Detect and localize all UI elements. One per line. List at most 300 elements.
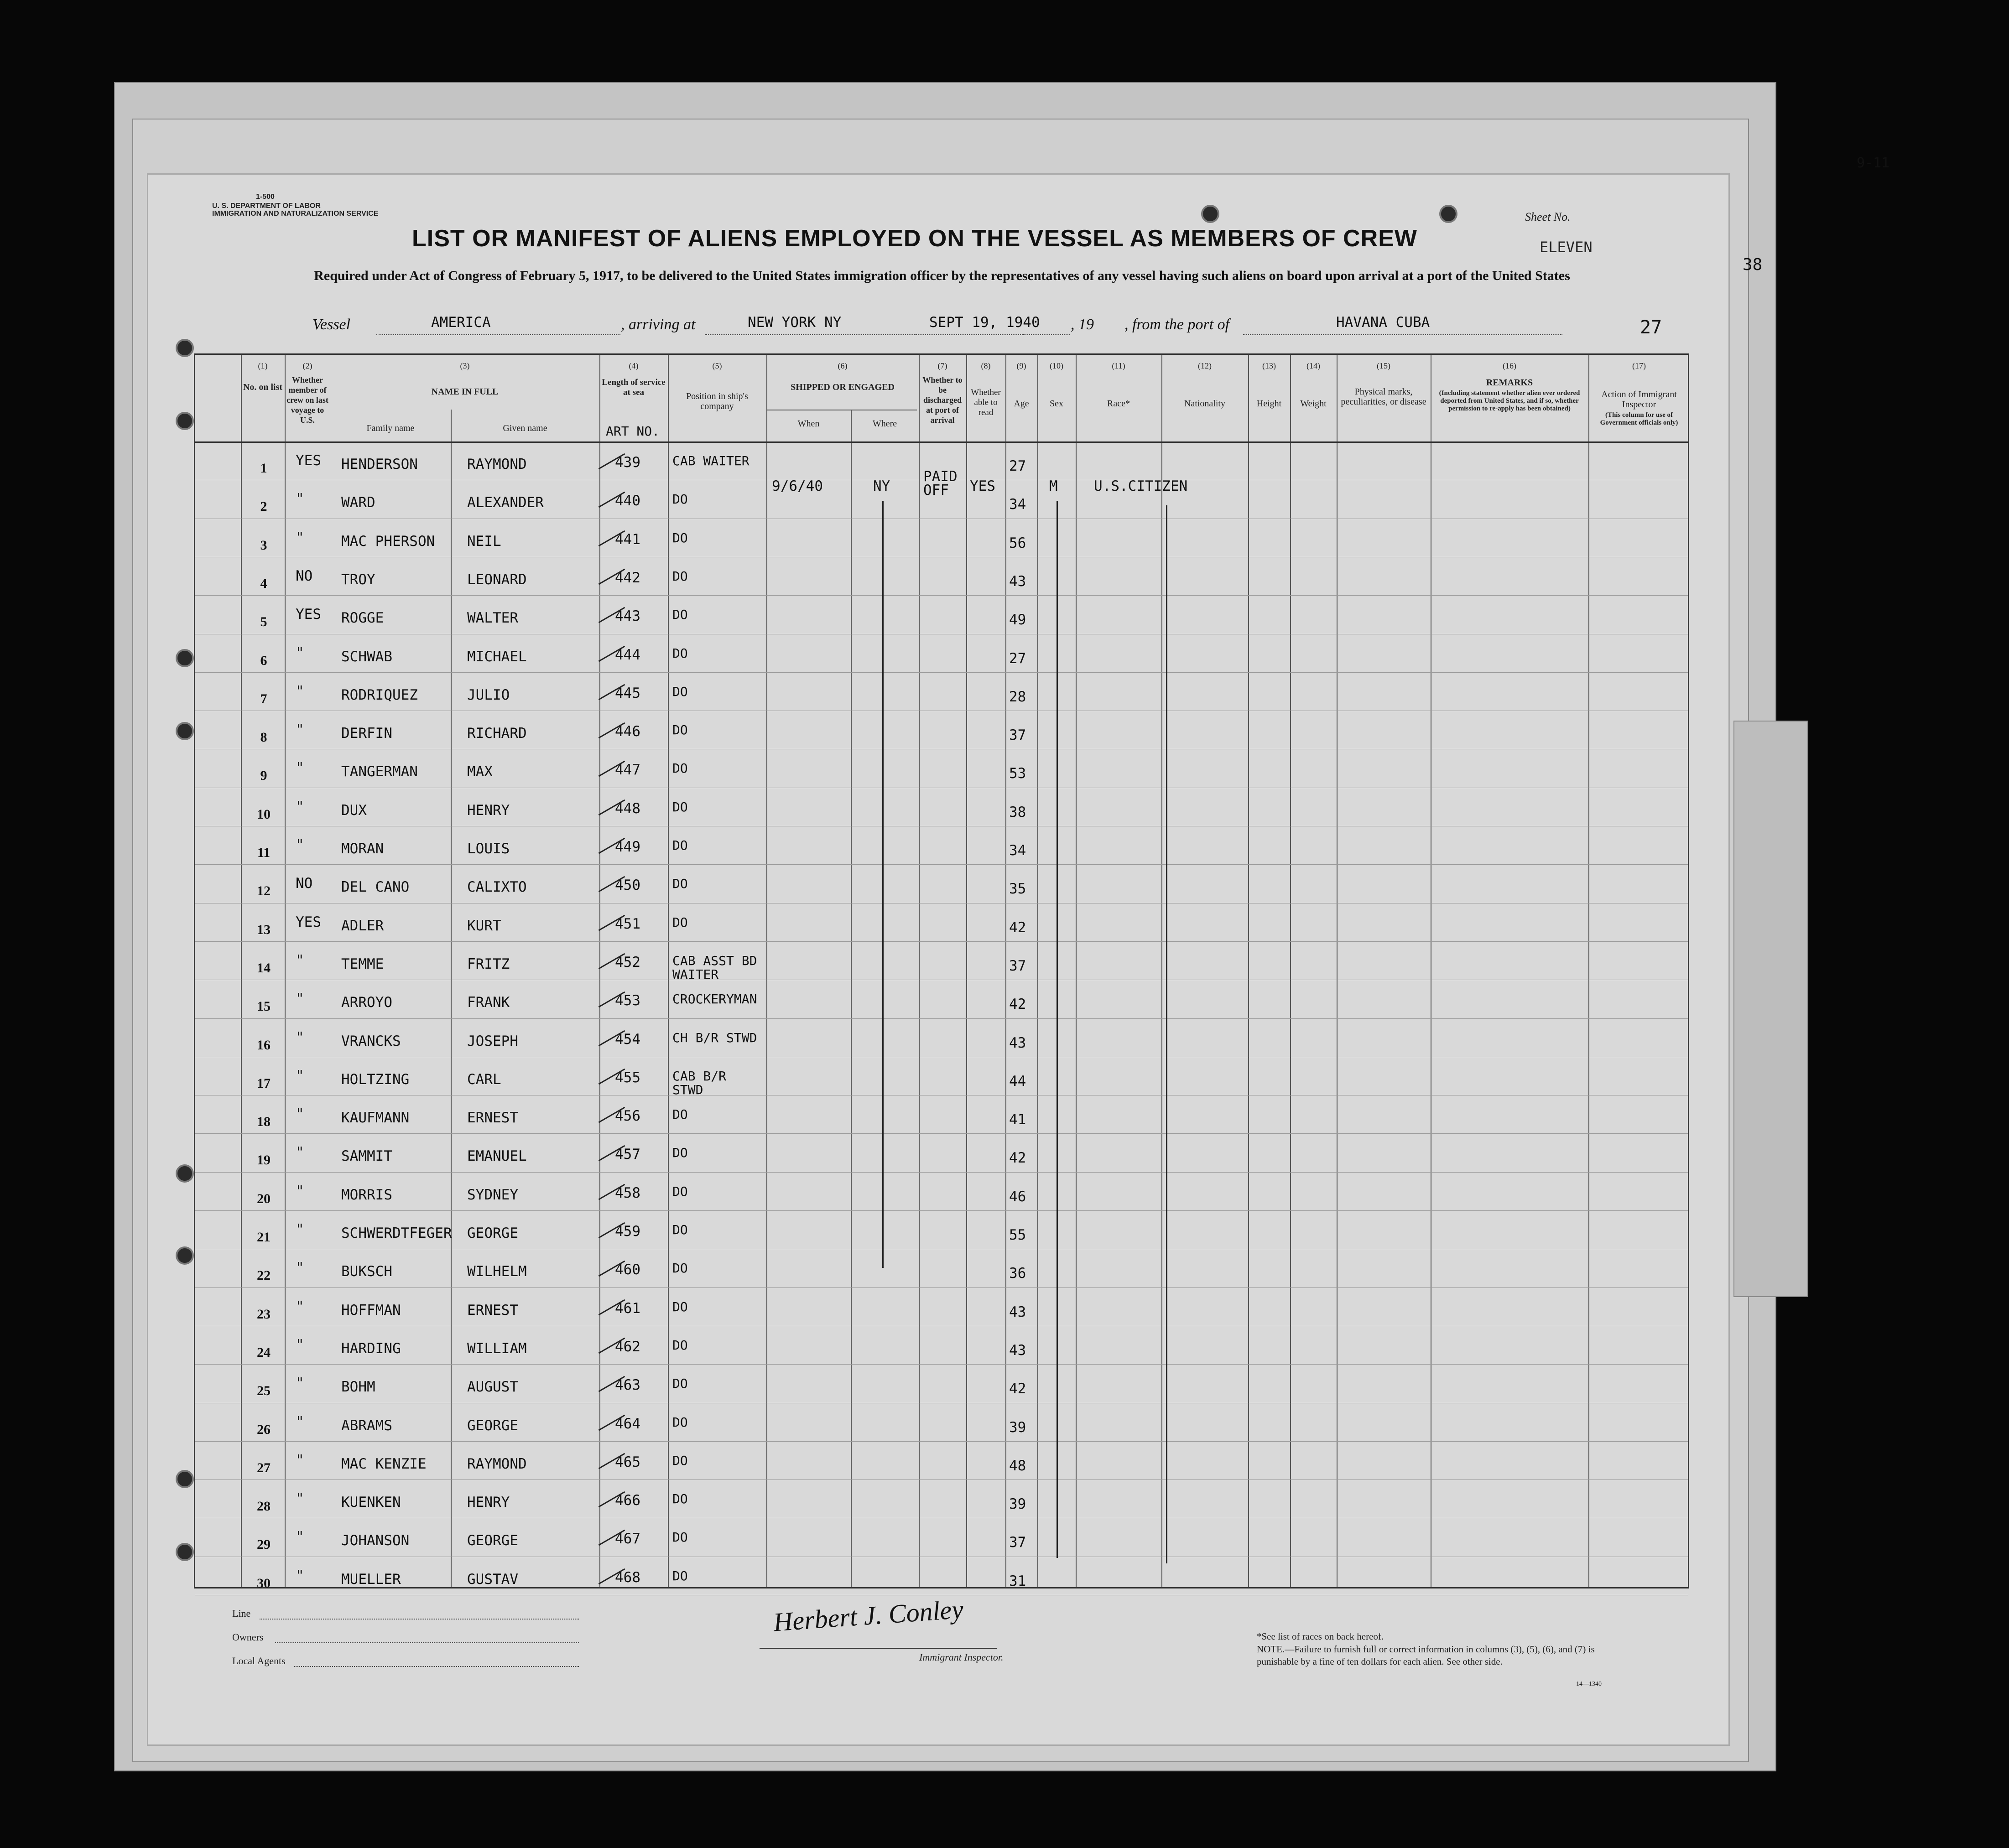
discharged-status: PAID OFF <box>923 468 958 498</box>
age: 49 <box>1009 612 1026 628</box>
header-inspector-action: Action of Immigrant Inspector <box>1601 389 1677 410</box>
position: DO <box>672 761 688 776</box>
col-17-number: (17) <box>1632 361 1646 370</box>
form-code: 1-500 <box>256 193 275 201</box>
art-number: 453 <box>615 992 640 1009</box>
position: CAB ASST BD WAITER <box>672 953 757 982</box>
position: DO <box>672 1491 688 1507</box>
date-underline <box>915 334 1070 335</box>
family-name: DEL CANO <box>341 879 410 896</box>
family-name: MAC PHERSON <box>341 533 435 550</box>
col-9-number: (9) <box>1016 361 1026 370</box>
given-name: HENRY <box>467 802 510 819</box>
row-number: 26 <box>257 1422 271 1437</box>
table-row <box>195 1179 1688 1218</box>
agents-label: Local Agents <box>232 1655 286 1666</box>
age: 42 <box>1009 919 1026 936</box>
given-name: ERNEST <box>467 1110 518 1126</box>
position: CH B/R STWD <box>672 1030 757 1045</box>
age: 48 <box>1009 1457 1026 1474</box>
table-row <box>195 1525 1688 1563</box>
position: DO <box>672 492 688 507</box>
family-name: JOHANSON <box>341 1532 410 1549</box>
year-label: , 19 <box>1071 316 1094 333</box>
art-number: 443 <box>615 608 640 625</box>
row-number: 17 <box>257 1075 271 1091</box>
last-voyage: " <box>296 1221 304 1238</box>
given-name: RICHARD <box>467 725 527 742</box>
last-voyage: " <box>296 1413 304 1430</box>
given-name: JULIO <box>467 686 510 703</box>
row-number: 24 <box>257 1344 271 1360</box>
given-name: KURT <box>467 917 501 934</box>
given-name: FRITZ <box>467 955 510 972</box>
table-row <box>195 1295 1688 1333</box>
row-number: 4 <box>260 576 267 591</box>
family-name: BOHM <box>341 1379 375 1396</box>
header-height: Height <box>1256 399 1282 409</box>
art-number: 449 <box>615 839 640 855</box>
inspector-signature: Herbert J. Conley <box>772 1594 964 1637</box>
age: 28 <box>1009 688 1026 705</box>
position: DO <box>672 1299 688 1314</box>
family-name: ROGGE <box>341 610 384 627</box>
table-row <box>195 1218 1688 1256</box>
manifest-page <box>147 173 1730 1746</box>
row-number: 15 <box>257 999 271 1014</box>
position: DO <box>672 1530 688 1545</box>
header-position: Position in ship's company <box>686 391 748 411</box>
age: 34 <box>1009 496 1026 513</box>
table-row <box>195 756 1688 794</box>
table-row <box>195 526 1688 564</box>
row-number: 19 <box>257 1152 271 1168</box>
nationality-value: U.S.CITIZEN <box>1094 478 1188 494</box>
position: DO <box>672 1222 688 1237</box>
given-name: LOUIS <box>467 841 510 857</box>
row-number: 25 <box>257 1383 271 1399</box>
given-name: NEIL <box>467 533 501 550</box>
table-row <box>195 1333 1688 1371</box>
position: DO <box>672 1145 688 1161</box>
table-row <box>195 1256 1688 1294</box>
row-number: 28 <box>257 1499 271 1514</box>
given-name: CALIXTO <box>467 879 527 896</box>
given-name: FRANK <box>467 994 510 1011</box>
corner-mark: 9-11 <box>1857 155 1890 171</box>
signature-underline <box>760 1648 997 1649</box>
art-number: 445 <box>615 685 640 701</box>
art-number: 454 <box>615 1031 640 1048</box>
family-name: MAC KENZIE <box>341 1455 427 1472</box>
art-number: 461 <box>615 1300 640 1317</box>
age: 53 <box>1009 765 1026 782</box>
line-label: Line <box>232 1608 251 1619</box>
last-voyage: " <box>296 1529 304 1546</box>
header-nationality: Nationality <box>1184 399 1225 409</box>
last-voyage: " <box>296 491 304 508</box>
owners-underline <box>275 1642 579 1643</box>
last-voyage: " <box>296 1567 304 1584</box>
page-subtitle: Required under Act of Congress of February 5, 1917, to be delivered to the United States immigration officer by the representatives of any vessel having such aliens on board upon arrival at a port of the United States <box>314 268 1570 283</box>
position: DO <box>672 799 688 815</box>
row-number: 21 <box>257 1230 271 1245</box>
position: DO <box>672 1184 688 1199</box>
age: 46 <box>1009 1188 1026 1205</box>
header-where: Where <box>872 419 897 429</box>
header-sex: Sex <box>1050 399 1063 409</box>
art-number: 458 <box>615 1184 640 1201</box>
position: CAB B/R STWD <box>672 1068 727 1097</box>
background-sheet <box>1733 721 1808 1297</box>
department-label: U. S. DEPARTMENT OF LABOR IMMIGRATION AND NATURALIZATION SERVICE <box>212 202 379 218</box>
art-number: 446 <box>615 723 640 740</box>
punch-hole <box>176 1543 194 1561</box>
table-row <box>195 641 1688 680</box>
punch-hole <box>1201 205 1219 223</box>
header-weight: Weight <box>1300 399 1327 409</box>
position: CROCKERYMAN <box>672 991 757 1007</box>
punch-hole <box>176 649 194 667</box>
given-name: AUGUST <box>467 1379 518 1396</box>
header-when: When <box>797 419 820 429</box>
header-able-to-read: Whether able to read <box>971 388 1001 417</box>
last-voyage: " <box>296 1260 304 1277</box>
row-number: 23 <box>257 1306 271 1322</box>
row-number: 12 <box>257 883 271 899</box>
punch-hole <box>176 722 194 740</box>
header-remarks-note: (Including statement whether alien ever ordered deported from United States, and if so, whether permission to re-apply has been obtained) <box>1439 389 1580 412</box>
table-row <box>195 1487 1688 1525</box>
family-name: SAMMIT <box>341 1148 392 1165</box>
row-number: 13 <box>257 922 271 937</box>
age: 55 <box>1009 1227 1026 1243</box>
side-number: 38 <box>1743 255 1763 274</box>
row-number: 8 <box>260 730 267 745</box>
art-number: 451 <box>615 915 640 932</box>
last-voyage: " <box>296 1452 304 1469</box>
age: 37 <box>1009 1534 1026 1551</box>
given-name: SYDNEY <box>467 1186 518 1203</box>
age: 37 <box>1009 727 1026 744</box>
art-number: 439 <box>615 454 640 471</box>
col-8-number: (8) <box>981 361 991 370</box>
punch-hole <box>1439 205 1457 223</box>
shipped-where: NY <box>873 478 890 494</box>
position: DO <box>672 1453 688 1468</box>
table-row <box>195 1371 1688 1410</box>
given-name: GEORGE <box>467 1225 518 1241</box>
row-number: 2 <box>260 499 267 514</box>
col-4-number: (4) <box>629 361 639 370</box>
last-voyage: " <box>296 683 304 700</box>
last-voyage: " <box>296 644 304 661</box>
table-row <box>195 564 1688 602</box>
position: DO <box>672 684 688 699</box>
row-number: 5 <box>260 614 267 630</box>
punch-hole <box>176 1470 194 1488</box>
family-name: BUKSCH <box>341 1263 392 1280</box>
family-name: HOLTZING <box>341 1071 410 1088</box>
family-name: MUELLER <box>341 1571 401 1588</box>
sex-value: M <box>1049 478 1058 494</box>
given-name: RAYMOND <box>467 1455 527 1472</box>
age: 44 <box>1009 1073 1026 1090</box>
family-name: KUENKEN <box>341 1494 401 1511</box>
age: 42 <box>1009 996 1026 1013</box>
col-12-number: (12) <box>1198 361 1212 370</box>
given-name: RAYMOND <box>467 456 527 472</box>
last-voyage: YES <box>296 914 321 930</box>
page-number: 27 <box>1640 317 1662 338</box>
given-name: WILLIAM <box>467 1340 527 1357</box>
position: DO <box>672 1337 688 1353</box>
art-number: 441 <box>615 531 640 548</box>
header-last-voyage: Whether member of crew on last voyage to U.S. <box>286 375 328 425</box>
family-name: WARD <box>341 494 375 511</box>
col-16-number: (16) <box>1503 361 1516 370</box>
row-number: 10 <box>257 806 271 822</box>
crew-rows <box>195 441 1688 1591</box>
age: 42 <box>1009 1150 1026 1167</box>
family-name: MORAN <box>341 841 384 857</box>
col-3-number: (3) <box>460 361 470 370</box>
position: CAB WAITER <box>672 453 749 468</box>
last-voyage: YES <box>296 452 321 469</box>
family-name: ABRAMS <box>341 1417 392 1434</box>
last-voyage: " <box>296 1029 304 1046</box>
punch-hole <box>176 1246 194 1265</box>
header-shipped-engaged: SHIPPED OR ENGAGED <box>791 382 895 392</box>
table-row <box>195 1026 1688 1064</box>
ditto-line <box>1166 505 1167 1563</box>
position: DO <box>672 1414 688 1430</box>
position: DO <box>672 1568 688 1583</box>
art-number: 452 <box>615 954 640 971</box>
age: 39 <box>1009 1496 1026 1513</box>
family-name: SCHWERDTFEGER <box>341 1225 452 1241</box>
family-name: TEMME <box>341 955 384 972</box>
table-row <box>195 1410 1688 1448</box>
row-number: 29 <box>257 1537 271 1552</box>
art-number: 463 <box>615 1377 640 1394</box>
family-name: ADLER <box>341 917 384 934</box>
last-voyage: " <box>296 529 304 546</box>
position: DO <box>672 530 688 545</box>
family-name: VRANCKS <box>341 1033 401 1049</box>
last-voyage: NO <box>296 567 313 584</box>
table-row <box>195 910 1688 949</box>
from-port-label: , from the port of <box>1124 316 1230 333</box>
age: 43 <box>1009 1342 1026 1359</box>
family-name: MORRIS <box>341 1186 392 1203</box>
age: 31 <box>1009 1573 1026 1589</box>
races-note: *See list of races on back hereof. <box>1257 1631 1384 1642</box>
table-row <box>195 1141 1688 1179</box>
row-number: 7 <box>260 691 267 706</box>
col-14-number: (14) <box>1306 361 1320 370</box>
penalty-note: NOTE.—Failure to furnish full or correct information in columns (3), (5), (6), and (7) is punishable by a fine of ten dollars for each alien. See other side. <box>1257 1644 1595 1667</box>
vessel-underline <box>376 334 620 335</box>
family-name: TANGERMAN <box>341 763 418 780</box>
given-name: ALEXANDER <box>467 494 544 511</box>
table-row <box>195 987 1688 1025</box>
art-number: 448 <box>615 800 640 817</box>
age: 39 <box>1009 1419 1026 1436</box>
last-voyage: NO <box>296 875 313 892</box>
row-number: 30 <box>257 1575 271 1591</box>
family-name: TROY <box>341 571 375 588</box>
last-voyage: " <box>296 722 304 738</box>
vessel-label: Vessel <box>312 316 351 333</box>
art-number: 456 <box>615 1108 640 1125</box>
sheet-no-label: Sheet No. <box>1525 210 1571 223</box>
art-number: 444 <box>615 646 640 663</box>
page-title: LIST OR MANIFEST OF ALIENS EMPLOYED ON THE VESSEL AS MEMBERS OF CREW <box>412 225 1417 252</box>
age: 27 <box>1009 650 1026 667</box>
table-row <box>195 949 1688 987</box>
family-name: HOFFMAN <box>341 1302 401 1319</box>
position: DO <box>672 876 688 892</box>
last-voyage: " <box>296 1144 304 1161</box>
col-6-number: (6) <box>838 361 848 370</box>
last-voyage: " <box>296 1490 304 1507</box>
punch-hole <box>176 1164 194 1183</box>
last-voyage: " <box>296 952 304 969</box>
col-7-number: (7) <box>937 361 947 370</box>
header-length-of-service: Length of service at sea <box>602 378 666 397</box>
art-number: 440 <box>615 493 640 509</box>
header-race: Race* <box>1107 399 1130 409</box>
given-name: GEORGE <box>467 1532 518 1549</box>
given-name: MICHAEL <box>467 648 527 665</box>
col-5-number: (5) <box>712 361 722 370</box>
col-10-number: (10) <box>1050 361 1063 370</box>
last-voyage: " <box>296 1336 304 1353</box>
age: 37 <box>1009 957 1026 974</box>
last-voyage: " <box>296 1375 304 1392</box>
art-number: 466 <box>615 1492 640 1509</box>
given-name: WALTER <box>467 610 518 627</box>
given-name: GEORGE <box>467 1417 518 1434</box>
sheet-no-value: ELEVEN <box>1540 239 1593 256</box>
art-number: 468 <box>615 1569 640 1586</box>
row-number: 16 <box>257 1037 271 1053</box>
ditto-line <box>882 501 884 1268</box>
family-name: KAUFMANN <box>341 1110 410 1126</box>
owners-label: Owners <box>232 1631 264 1643</box>
header-no-on-list: No. on list <box>243 382 283 392</box>
from-port: HAVANA CUBA <box>1336 314 1430 331</box>
line-underline <box>260 1619 579 1620</box>
able-to-read: YES <box>970 478 995 494</box>
header-name-in-full: NAME IN FULL <box>431 387 499 397</box>
art-number: 455 <box>615 1069 640 1086</box>
last-voyage: " <box>296 1298 304 1315</box>
table-row <box>195 1102 1688 1141</box>
row-number: 20 <box>257 1191 271 1206</box>
table-row <box>195 795 1688 833</box>
last-voyage: " <box>296 1106 304 1123</box>
age: 34 <box>1009 842 1026 859</box>
art-number: 442 <box>615 569 640 586</box>
header-inspector-note: (This column for use of Government officials only) <box>1600 411 1678 426</box>
shipped-when: 9/6/40 <box>772 478 823 494</box>
position: DO <box>672 645 688 661</box>
age: 36 <box>1009 1265 1026 1282</box>
table-row <box>195 1448 1688 1487</box>
header-physical-marks: Physical marks, peculiarities, or disease <box>1341 387 1426 407</box>
age: 43 <box>1009 573 1026 590</box>
given-name: ERNEST <box>467 1302 518 1319</box>
age: 35 <box>1009 881 1026 898</box>
position: DO <box>672 607 688 623</box>
art-number: 447 <box>615 762 640 779</box>
position: DO <box>672 1107 688 1122</box>
age: 43 <box>1009 1303 1026 1320</box>
family-name: DUX <box>341 802 367 819</box>
arrival-port: NEW YORK NY <box>748 314 842 331</box>
arriving-label: , arriving at <box>621 316 696 333</box>
last-voyage: " <box>296 991 304 1007</box>
header-discharged: Whether to be discharged at port of arrival <box>922 375 963 425</box>
header-given-name: Given name <box>503 423 547 433</box>
age: 43 <box>1009 1034 1026 1051</box>
header-age: Age <box>1014 399 1029 409</box>
art-number: 460 <box>615 1261 640 1278</box>
given-name: CARL <box>467 1071 501 1088</box>
given-name: LEONARD <box>467 571 527 588</box>
last-voyage: " <box>296 837 304 853</box>
row-number: 14 <box>257 960 271 976</box>
age: 42 <box>1009 1381 1026 1397</box>
family-name: RODRIQUEZ <box>341 686 418 703</box>
col-13-number: (13) <box>1262 361 1276 370</box>
row-number: 27 <box>257 1460 271 1475</box>
age: 38 <box>1009 804 1026 820</box>
crew-table <box>194 353 1689 1591</box>
position: DO <box>672 1261 688 1276</box>
art-number: 450 <box>615 877 640 894</box>
header-remarks: REMARKS <box>1486 378 1533 388</box>
last-voyage: " <box>296 798 304 815</box>
col-2-number: (2) <box>302 361 312 370</box>
art-number: 462 <box>615 1338 640 1355</box>
position: DO <box>672 568 688 584</box>
art-number: 459 <box>615 1223 640 1240</box>
age: 41 <box>1009 1111 1026 1128</box>
position: DO <box>672 722 688 738</box>
family-name: SCHWAB <box>341 648 392 665</box>
row-number: 3 <box>260 537 267 553</box>
age: 27 <box>1009 458 1026 474</box>
row-number: 22 <box>257 1268 271 1283</box>
given-name: HENRY <box>467 1494 510 1511</box>
row-number: 11 <box>257 845 271 860</box>
given-name: JOSEPH <box>467 1033 518 1049</box>
family-name: DERFIN <box>341 725 392 742</box>
col-15-number: (15) <box>1377 361 1390 370</box>
table-row <box>195 680 1688 718</box>
inspector-label: Immigrant Inspector. <box>919 1651 1004 1663</box>
family-name: HENDERSON <box>341 456 418 472</box>
row-number: 18 <box>257 1114 271 1130</box>
col-1-number: (1) <box>258 361 268 370</box>
last-voyage: " <box>296 1183 304 1199</box>
header-family-name: Family name <box>366 423 415 433</box>
row-number: 1 <box>260 461 267 476</box>
family-name: HARDING <box>341 1340 401 1357</box>
